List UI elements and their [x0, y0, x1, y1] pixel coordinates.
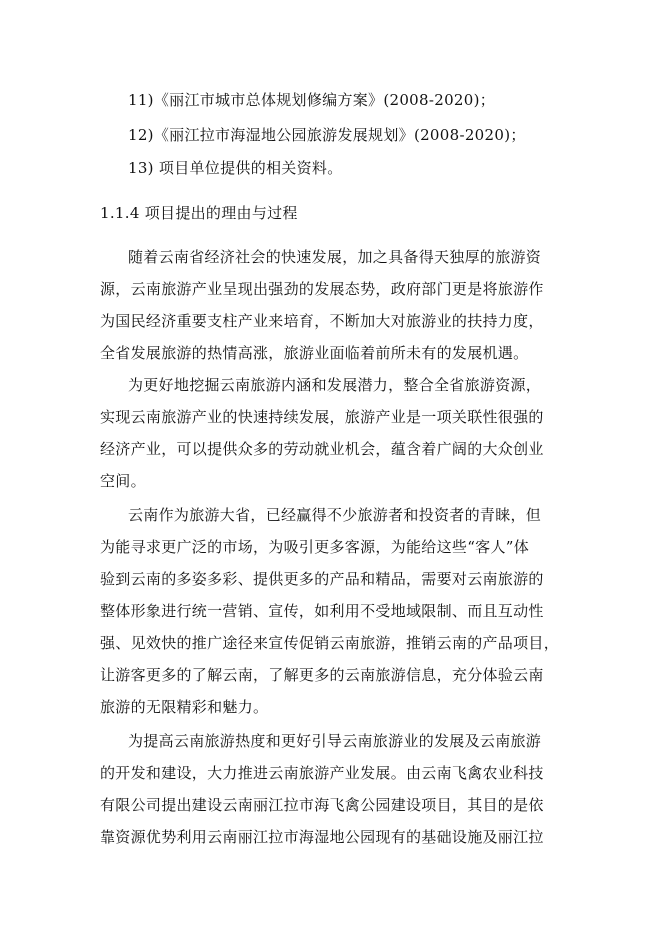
- paragraph-1-line-1: 随着云南省经济社会的快速发展，加之具备得天独厚的旅游资: [128, 248, 542, 266]
- paragraph-4-line-1: 为提高云南旅游热度和更好引导云南旅游业的发展及云南旅游: [128, 732, 542, 750]
- paragraph-2-line-3: 经济产业，可以提供众多的劳动就业机会，蕴含着广阔的大众创业: [100, 440, 544, 458]
- paragraph-4-line-2: 的开发和建设，大力推进云南旅游产业发展。由云南飞禽农业科技: [100, 764, 544, 782]
- paragraph-4-line-3: 有限公司提出建设云南丽江拉市海飞禽公园建设项目，其目的是依: [100, 796, 544, 814]
- paragraph-3-line-1: 云南作为旅游大省，已经赢得不少旅游者和投资者的青睐，但: [128, 506, 542, 524]
- paragraph-3-line-6: 让游客更多的了解云南，了解更多的云南旅游信息，充分体验云南: [100, 666, 544, 684]
- paragraph-3-line-4: 整体形象进行统一营销、宣传，如利用不受地域限制、而且互动性: [100, 602, 544, 620]
- section-heading: 1.1.4 项目提出的理由与过程: [100, 204, 298, 222]
- paragraph-2-line-4: 空间。: [100, 472, 146, 490]
- reference-item-11: 11)《丽江市城市总体规划修编方案》(2008-2020)；: [128, 91, 496, 109]
- reference-item-13: 13) 项目单位提供的相关资料。: [128, 159, 343, 177]
- paragraph-4-line-4: 靠资源优势利用云南丽江拉市海湿地公园现有的基础设施及丽江拉: [100, 828, 544, 846]
- paragraph-3-line-2: 为能寻求更广泛的市场，为吸引更多客源，为能给这些“客人”体: [100, 538, 530, 556]
- reference-item-12: 12)《丽江拉市海湿地公园旅游发展规划》(2008-2020)；: [128, 126, 526, 144]
- paragraph-3-line-3: 验到云南的多姿多彩、提供更多的产品和精品，需要对云南旅游的: [100, 570, 544, 588]
- paragraph-3-line-7: 旅游的无限精彩和魅力。: [100, 698, 269, 716]
- paragraph-3-line-5: 强、见效快的推广途径来宣传促销云南旅游，推销云南的产品项目，: [100, 634, 560, 652]
- paragraph-1-line-2: 源，云南旅游产业呈现出强劲的发展态势，政府部门更是将旅游作: [100, 280, 544, 298]
- paragraph-2-line-2: 实现云南旅游产业的快速持续发展，旅游产业是一项关联性很强的: [100, 408, 544, 426]
- paragraph-1-line-4: 全省发展旅游的热情高涨，旅游业面临着前所未有的发展机遇。: [100, 344, 529, 362]
- paragraph-1-line-3: 为国民经济重要支柱产业来培育，不断加大对旅游业的扶持力度，: [100, 312, 544, 330]
- paragraph-2-line-1: 为更好地挖掘云南旅游内涵和发展潜力，整合全省旅游资源，: [128, 376, 542, 394]
